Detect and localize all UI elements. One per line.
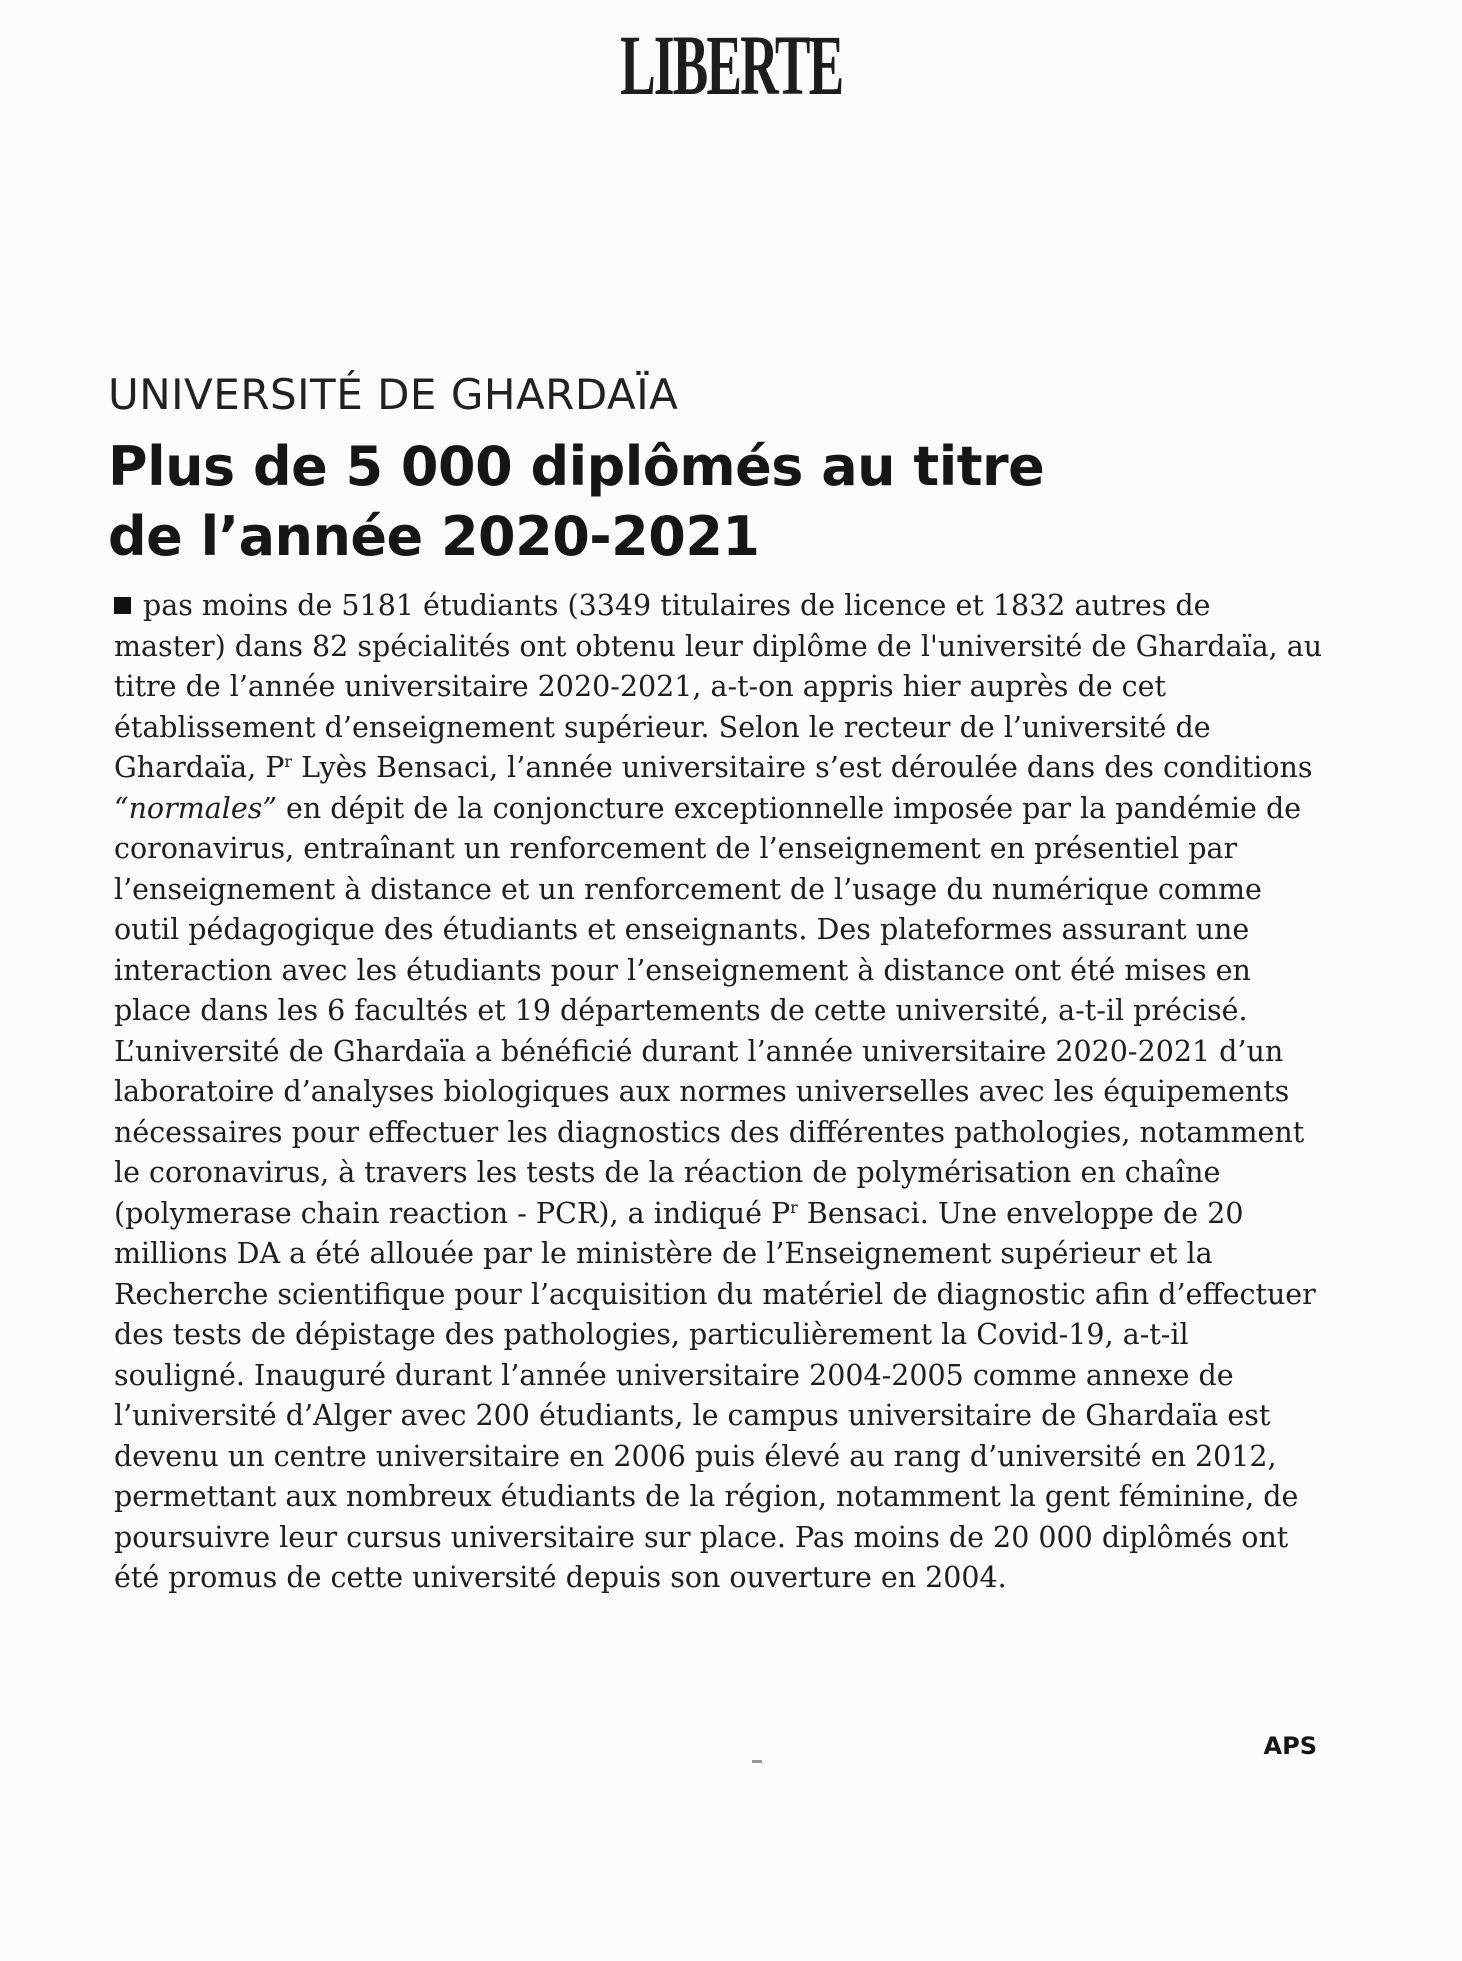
title-abbrev-sup-2: r (790, 1197, 798, 1217)
newspaper-title: LIBERTE (619, 17, 843, 113)
body-segment-4: Bensaci. Une enveloppe de 20 millions DA a été allouée par le ministère de l’Enseignement supérieur et la Recherche scientifique pour l’acquisition du matériel de diagnostic afin d’effectuer des tests de dépistage des pathologies, particulièrement la Covid-19, a-t-il souligné. Inauguré durant l’année universitaire 2004-2005 comme annexe de l’université d’Alger avec 200 étudiants, le campus universitaire de Ghardaïa est devenu un centre universitaire en 2006 puis élevé au rang d’université en 2012, permettant aux nombreux étudiants de la région, notamment la gent féminine, de poursuivre leur cursus universitaire sur place. Pas moins de 20 000 diplômés ont été promus de cette université depuis son ouverture en 2004. (114, 1196, 1316, 1595)
article-source: APS (1263, 1732, 1317, 1760)
body-segment-1: pas moins de 5181 étudiants (3349 titulaires de licence et 1832 autres de master) dans 82 spécialités ont obtenu leur diplôme de l'université de Ghardaïa, au titre de l’année universitaire 2020-2021, a-t-on appris hier auprès de cet établissement d’enseignement supérieur. Selon le recteur de l’université de Ghardaïa, P (114, 589, 1323, 785)
article-headline: Plus de 5 000 diplômés au titre de l’année 2020-2021 (108, 435, 1045, 569)
article-kicker: UNIVERSITÉ DE GHARDAÏA (108, 370, 679, 419)
body-segment-3: en dépit de la conjoncture exceptionnelle imposée par la pandémie de coronavirus, entraînant un renforcement de l’enseignement en présentiel par l’enseignement à distance et un renforcement de l’usage du numérique comme outil pédagogique des étudiants et enseignants. Des plateformes assurant une interaction avec les étudiants pour l’enseignement à distance ont été mises en place dans les 6 facultés et 19 départements de cette université, a-t-il précisé. L’université de Ghardaïa a bénéficié durant l’année universitaire 2020-2021 d’un laboratoire d’analyses biologiques aux normes universelles avec les équipements nécessaires pour effectuer les diagnostics des différentes pathologies, notamment le coronavirus, à travers les tests de la réaction de polymérisation en chaîne (polymerase chain reaction - PCR), a indiqué P (114, 791, 1305, 1230)
body-segment-2: Lyès Bensaci, l’année universitaire s’est déroulée dans des conditions (292, 751, 1313, 785)
print-smudge (752, 1760, 762, 1763)
bullet-square-icon (114, 597, 131, 614)
article (108, 372, 1338, 1599)
body-emphasis: “normales” (114, 791, 277, 825)
article-body (114, 586, 1324, 1599)
title-abbrev-sup-1: r (284, 752, 293, 772)
newspaper-masthead (0, 17, 1462, 113)
